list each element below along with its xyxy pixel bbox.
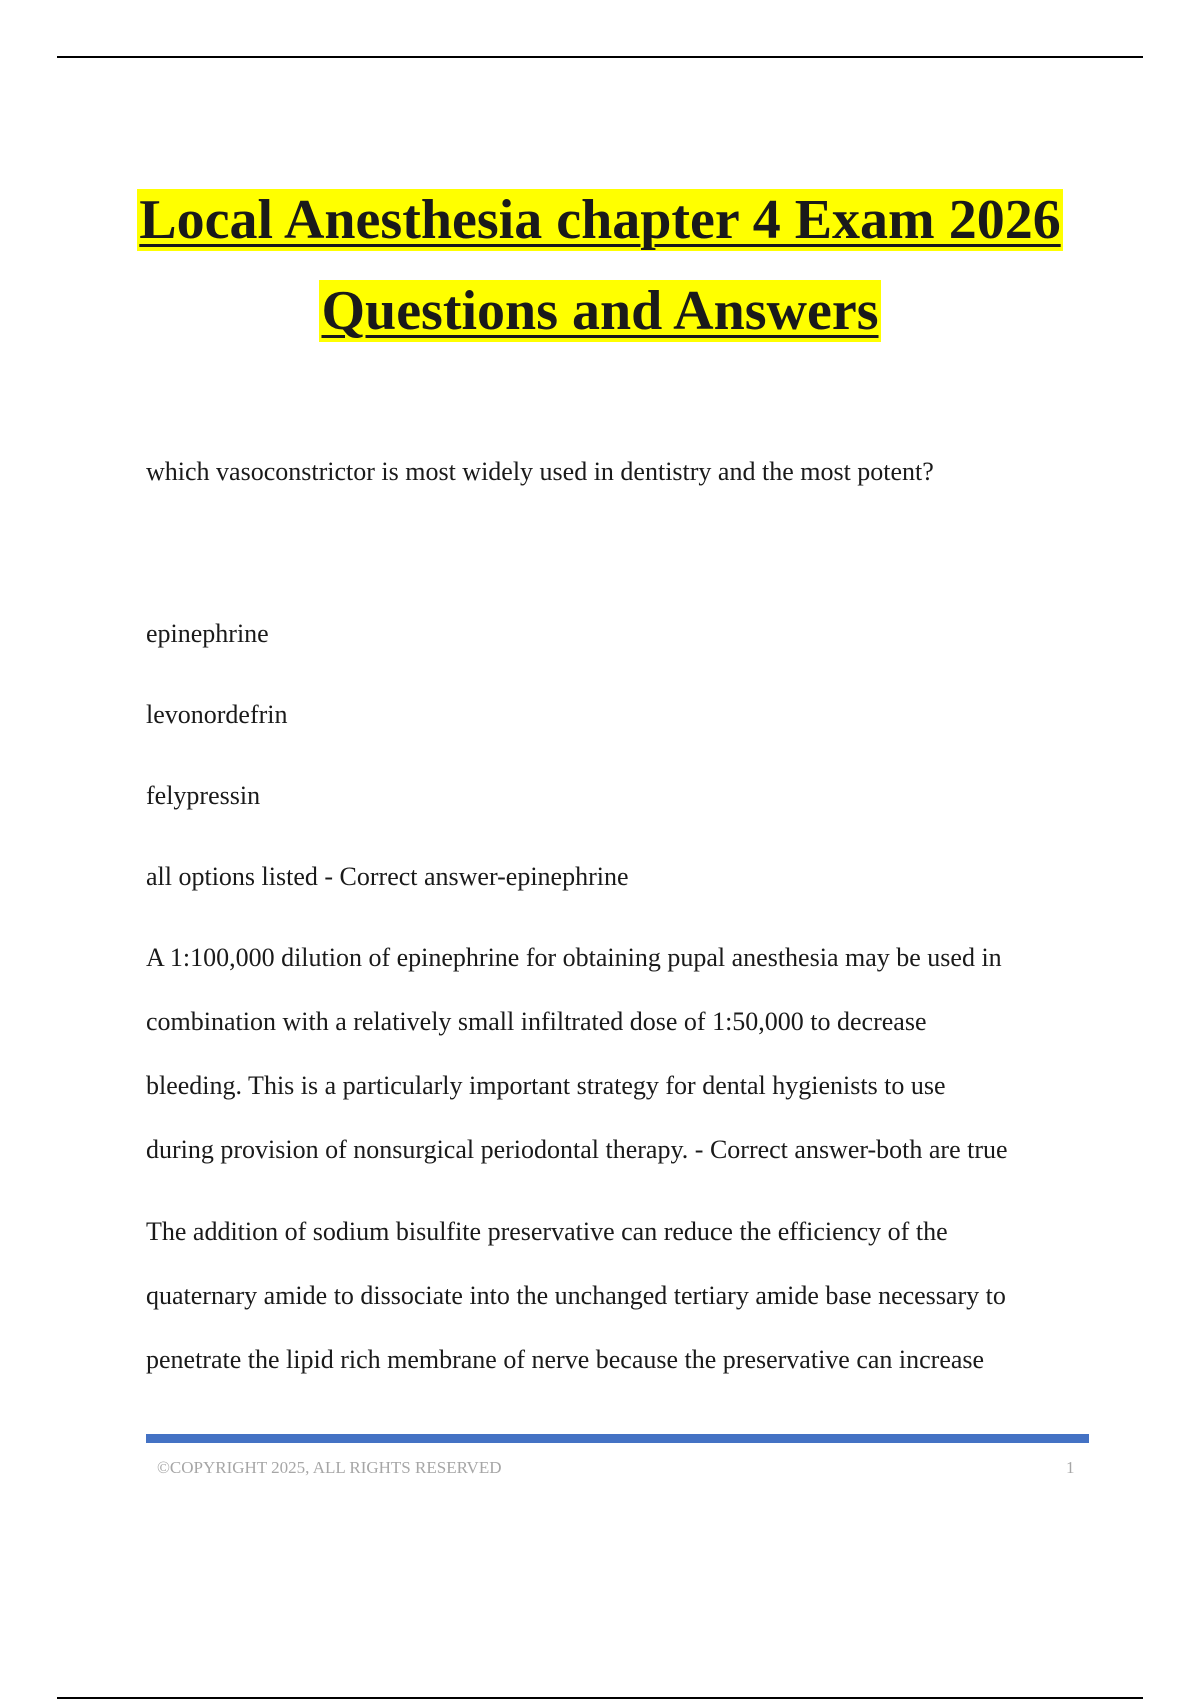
question-2-line-2: combination with a relatively small infiltrated dose of 1:50,000 to decrease [146, 1007, 927, 1036]
question-2-line-1: A 1:100,000 dilution of epinephrine for obtaining pupal anesthesia may be used in [146, 943, 1002, 972]
question-3-line-3: penetrate the lipid rich membrane of nerve because the preservative can increase [146, 1345, 985, 1374]
question-1-answer: all options listed - Correct answer-epinephrine [146, 862, 629, 891]
question-3-line-1: The addition of sodium bisulfite preservative can reduce the efficiency of the [146, 1217, 948, 1246]
title-line-2: Questions and Answers [321, 280, 879, 342]
top-rule [57, 56, 1143, 58]
footer-bar [146, 1434, 1089, 1443]
question-1-option-1: epinephrine [146, 619, 269, 648]
question-1-option-3: felypressin [146, 781, 261, 810]
page-title [0, 175, 1200, 357]
question-2-line-3: bleeding. This is a particularly important strategy for dental hygienists to use [146, 1071, 946, 1100]
title-line-1: Local Anesthesia chapter 4 Exam 2026 [139, 189, 1061, 251]
bottom-rule [57, 1697, 1143, 1699]
footer-page-number: 1 [1066, 1458, 1075, 1477]
question-1-option-2: levonordefrin [146, 700, 288, 729]
question-1-text: which vasoconstrictor is most widely used in dentistry and the most potent? [146, 457, 934, 486]
question-2-line-4: during provision of nonsurgical periodontal therapy. - Correct answer-both are true [146, 1135, 1008, 1164]
question-3-line-2: quaternary amide to dissociate into the unchanged tertiary amide base necessary to [146, 1281, 1006, 1310]
footer-copyright: ©COPYRIGHT 2025, ALL RIGHTS RESERVED [157, 1458, 502, 1477]
